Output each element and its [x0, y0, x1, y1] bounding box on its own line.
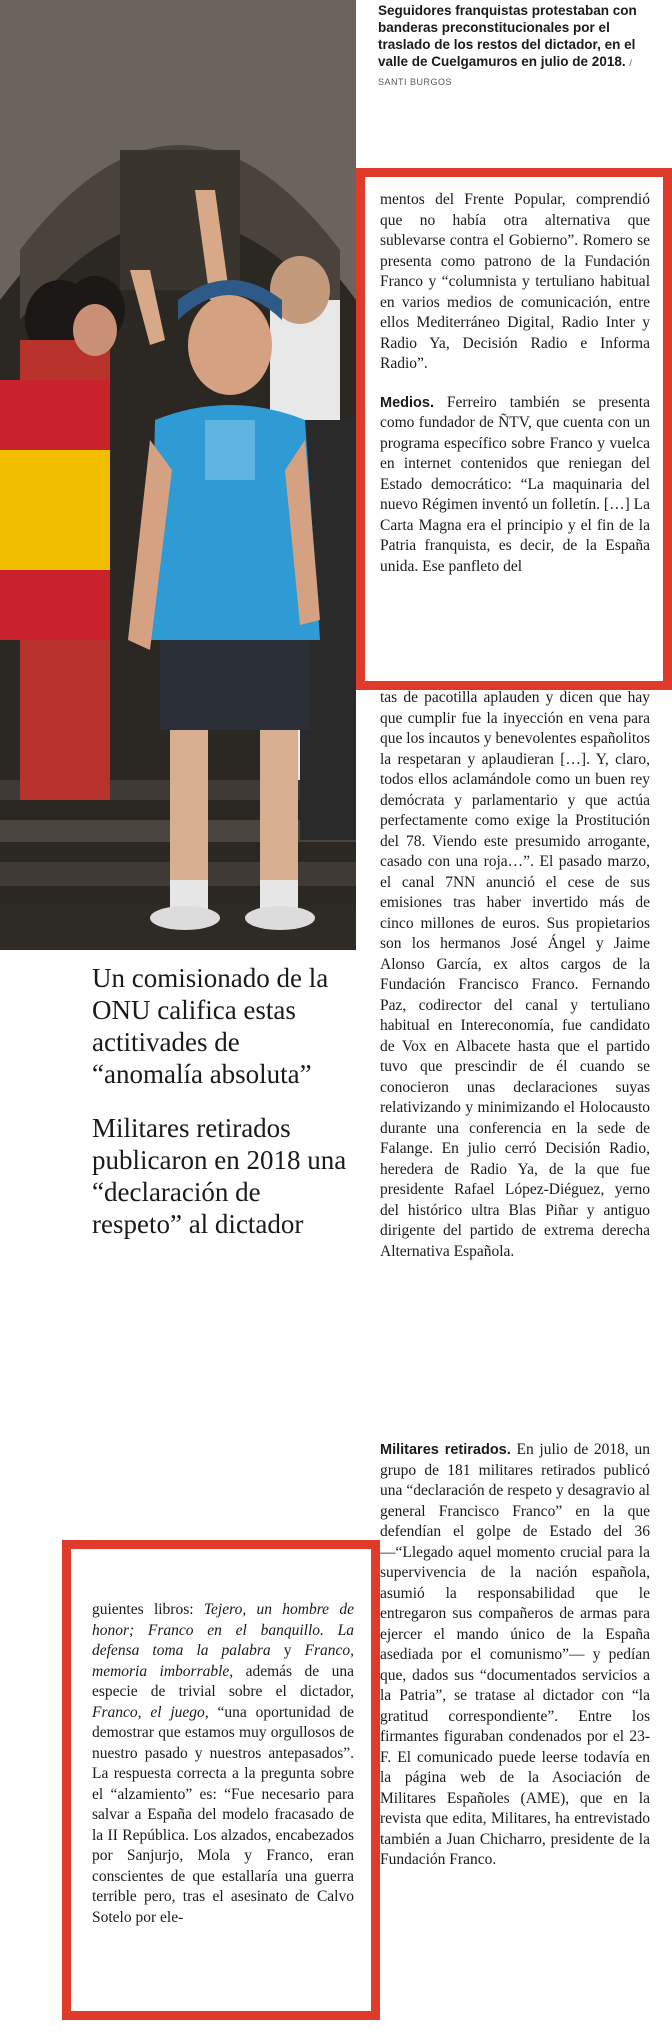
paragraph: mentos del Frente Popular, comprendió que no había otra alternativa que sublevarse contra el Gobierno”. Romero se presenta como patrono de la Fundación Franco y “columnista y tertuliano habitual en varios medios de comunicación, entre ellos Mediterráneo Digital, Radio Inter y Radio Ya, Decisión Radio e Informa Radio”.	[380, 191, 650, 372]
paragraph-text: En julio de 2018, un grupo de 181 militares retirados publicó una “declaración de respeto y desagravio al general Francisco Franco” en la que defendían el golpe de Estado del 36 —“Llegado aquel momento crucial para la supervivencia de la nación española, asumió la responsabilidad que le entregaron sus compañeros de armas para ejercer el mando único de la España asediada por el comunismo”— y pedían que, dados sus “documentados servicios a la Patria”, se tratase al dictador con “la gratitud correspondiente”. Entre los firmantes figuraban condenados por el 23-F. El comunicado puede leerse todavía en la página web de la Asociación de Militares Españoles (AME), que en la revista que edita, Militares, ha entrevistado también a Juan Chicharro, presidente de la Fundación Franco.	[380, 1441, 650, 1868]
article-column-right-middle	[380, 688, 650, 1280]
subheadlines	[92, 962, 356, 1262]
text-run: además de una especie de trivial sobre el dictador,	[92, 1662, 354, 1700]
photo-caption	[378, 2, 648, 91]
book-title: Tejero, un hombre de honor; Franco en el banquillo. La defensa toma la palabra	[92, 1601, 354, 1659]
subheadline: Militares retirados publicaron en 2018 una “declaración de respeto” al dictador	[92, 1113, 347, 1239]
book-title: Franco, memoria imborrable,	[92, 1642, 354, 1680]
photo-credit: / SANTI BURGOS	[378, 58, 633, 87]
section-lead: Medios.	[380, 394, 434, 411]
highlight-box-bottom	[62, 1540, 380, 2020]
paragraph: tas de pacotilla aplauden y dicen que hay que cumplir fue la inyección en vena para que los incautos y benevolentes españolitos la respetaran y aplaudieran […]. Y, claro, todos ellos aclamándole como un buen rey demócrata y parlamentario y que actúa perfectamente como exige la Prostitución del 78. Viendo este presumido arrogante, casado con una roja…”. El pasado marzo, el canal 7NN anunció el cese de sus emisiones tras haber invertido más de cinco millones de euros. Sus propietarios son los hermanos José Ángel y Jaime Alonso García, ex altos cargos de la Fundación Francisco Franco. Fernando Paz, codirector del canal y tertuliano habitual en Intereconomía, fue candidato de Vox en Albacete hasta que el partido tuvo que prescindir de él cuando se conocieron unas declaraciones suyas relativizando y minimizando el Holocausto durante una conferencia en la sede de Falange. En julio cerró Decisión Radio, heredera de Radio Ya, de la que fue presidente Rafael López-Diéguez, yerno del histórico ultra Blas Piñar y antiguo dirigente del partido de extrema derecha Alternativa Española.	[380, 689, 650, 1260]
subheadline: Un comisionado de la ONU califica estas actitivades de “anomalía absoluta”	[92, 963, 329, 1089]
text-run: y	[270, 1642, 305, 1659]
section-lead: Militares retirados.	[380, 1442, 511, 1458]
text-run: , “una oportunidad de demostrar que estamos muy orgullosos de nuestro pasado y nuestros antepasados”. La respuesta correcta a la pregunta sobre el “alzamiento” es: “Fue necesario para salvar a España del modelo fracasado de la II República. Los alzados, encabezados por Sanjurjo, Mola y Franco, eran conscientes de que estallaría una guerra terrible pero, tras el asesinato de Calvo Sotelo por ele-	[92, 1703, 354, 1926]
article-column-right-bottom	[380, 1440, 650, 1889]
photo-illustration	[0, 0, 356, 950]
spanish-flag-shape	[0, 380, 110, 640]
text-run: guientes libros:	[92, 1601, 204, 1618]
protest-photo	[0, 0, 356, 950]
paragraph-text: Ferreiro también se presenta como fundador de ÑTV, que cuenta con un programa específico sobre Franco y vuelca en internet contenidos que reniegan del Estado democrático: “La maquinaria del nuevo Régimen inventó un folletín. […] La Carta Magna era el principio y el fin de la Patria franquista, es decir, de la España unida. Ese panfleto del	[380, 393, 650, 575]
paragraph	[380, 1440, 650, 1871]
caption-text: Seguidores franquistas protestaban con banderas preconstitucionales por el traslado de los restos del dictador, en el valle de Cuelgamuros en julio de 2018.	[378, 3, 637, 69]
game-title: Franco, el juego	[92, 1703, 205, 1721]
highlight-box-top	[356, 168, 672, 690]
